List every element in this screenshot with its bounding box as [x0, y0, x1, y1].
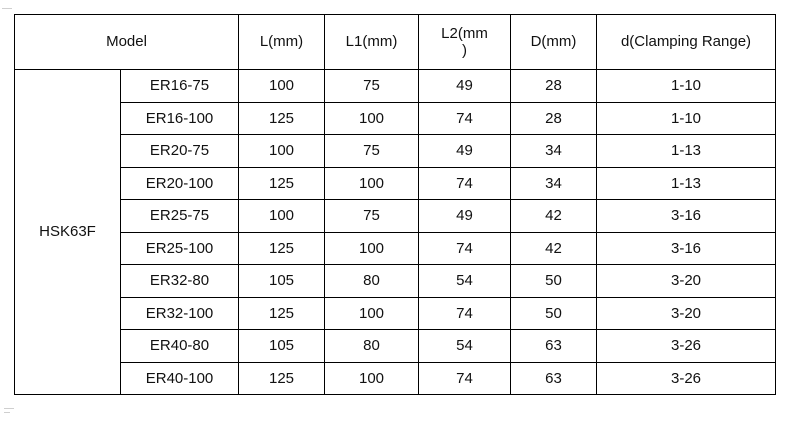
table-row [15, 70, 776, 103]
cell-length2: 74 [419, 167, 511, 200]
cell-model: ER25-100 [121, 232, 239, 265]
cell-clamping-range: 3-26 [597, 362, 776, 395]
specification-table-container [14, 14, 775, 395]
cell-clamping-range: 1-10 [597, 70, 776, 103]
header-length1: L1(mm) [325, 15, 419, 70]
cell-model: ER20-100 [121, 167, 239, 200]
table-row [15, 330, 776, 363]
table-row [15, 200, 776, 233]
cell-length2: 74 [419, 362, 511, 395]
cell-length2: 49 [419, 135, 511, 168]
cell-diameter: 42 [511, 232, 597, 265]
cell-length2: 74 [419, 297, 511, 330]
page-edge-mark-bottom-left [4, 408, 14, 409]
header-length: L(mm) [239, 15, 325, 70]
cell-diameter: 34 [511, 135, 597, 168]
cell-model: ER40-80 [121, 330, 239, 363]
cell-length1: 75 [325, 200, 419, 233]
table-row [15, 265, 776, 298]
cell-clamping-range: 3-16 [597, 200, 776, 233]
cell-diameter: 42 [511, 200, 597, 233]
header-diameter: D(mm) [511, 15, 597, 70]
table-row [15, 167, 776, 200]
header-length2-line2: ) [462, 42, 468, 59]
cell-length: 100 [239, 135, 325, 168]
cell-length: 125 [239, 167, 325, 200]
cell-length2: 54 [419, 330, 511, 363]
cell-length2: 49 [419, 200, 511, 233]
cell-model: ER25-75 [121, 200, 239, 233]
cell-clamping-range: 1-10 [597, 102, 776, 135]
cell-clamping-range: 3-26 [597, 330, 776, 363]
specification-table [14, 14, 776, 395]
page-edge-mark-bottom-left-secondary [4, 412, 10, 413]
cell-model: ER20-75 [121, 135, 239, 168]
cell-length1: 100 [325, 362, 419, 395]
table-row [15, 135, 776, 168]
cell-diameter: 50 [511, 265, 597, 298]
cell-model: ER40-100 [121, 362, 239, 395]
cell-length1: 80 [325, 265, 419, 298]
page-edge-mark-top-left [2, 8, 12, 9]
cell-clamping-range: 1-13 [597, 167, 776, 200]
cell-length1: 75 [325, 135, 419, 168]
row-group-label-hsk63f: HSK63F [15, 70, 121, 395]
cell-diameter: 34 [511, 167, 597, 200]
cell-clamping-range: 3-16 [597, 232, 776, 265]
cell-model: ER16-75 [121, 70, 239, 103]
table-row [15, 102, 776, 135]
cell-length1: 100 [325, 297, 419, 330]
cell-length: 125 [239, 297, 325, 330]
cell-diameter: 28 [511, 70, 597, 103]
header-length2 [419, 15, 511, 70]
cell-clamping-range: 3-20 [597, 265, 776, 298]
cell-length: 100 [239, 200, 325, 233]
header-length2-line1: L2(mm [441, 24, 488, 42]
cell-diameter: 50 [511, 297, 597, 330]
cell-length1: 75 [325, 70, 419, 103]
table-row [15, 297, 776, 330]
cell-length2: 74 [419, 102, 511, 135]
cell-length: 105 [239, 330, 325, 363]
cell-length2: 54 [419, 265, 511, 298]
cell-length1: 100 [325, 102, 419, 135]
cell-length: 100 [239, 70, 325, 103]
cell-length: 105 [239, 265, 325, 298]
header-model: Model [15, 15, 239, 70]
cell-length: 125 [239, 102, 325, 135]
cell-model: ER16-100 [121, 102, 239, 135]
cell-length: 125 [239, 362, 325, 395]
cell-length2: 49 [419, 70, 511, 103]
cell-diameter: 63 [511, 330, 597, 363]
cell-diameter: 63 [511, 362, 597, 395]
cell-length1: 80 [325, 330, 419, 363]
cell-length1: 100 [325, 167, 419, 200]
cell-clamping-range: 1-13 [597, 135, 776, 168]
table-row [15, 362, 776, 395]
cell-length2: 74 [419, 232, 511, 265]
cell-clamping-range: 3-20 [597, 297, 776, 330]
header-clamping-range: d(Clamping Range) [597, 15, 776, 70]
cell-diameter: 28 [511, 102, 597, 135]
cell-model: ER32-100 [121, 297, 239, 330]
table-header-row [15, 15, 776, 70]
table-row [15, 232, 776, 265]
cell-model: ER32-80 [121, 265, 239, 298]
cell-length1: 100 [325, 232, 419, 265]
cell-length: 125 [239, 232, 325, 265]
